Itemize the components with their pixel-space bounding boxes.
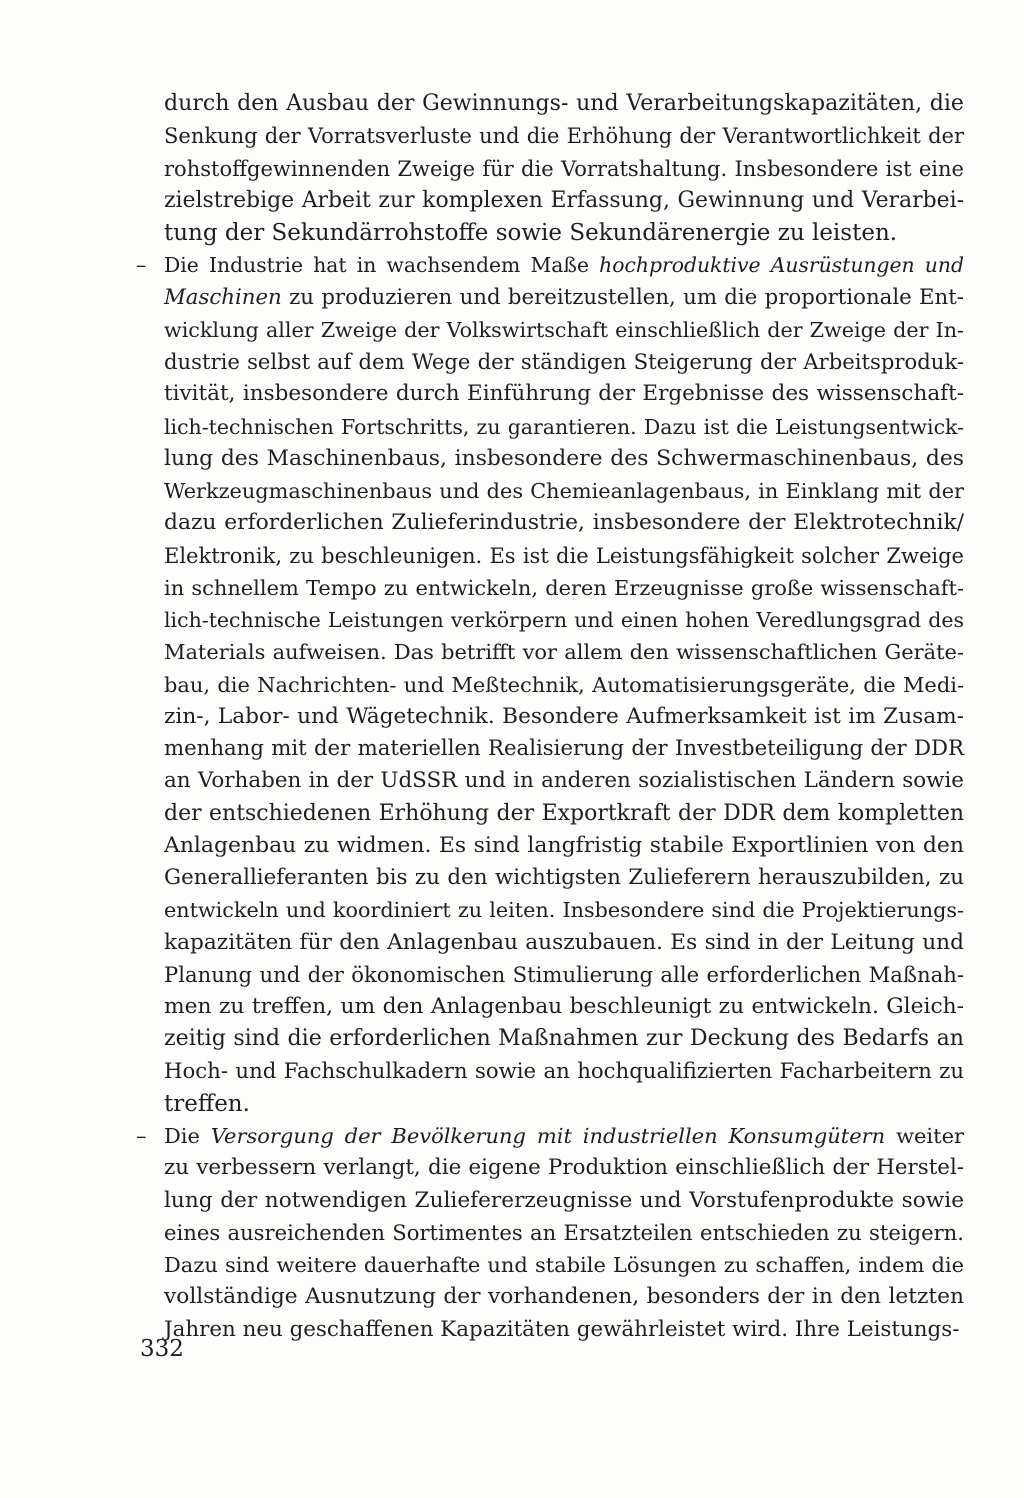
text-line [164, 798, 964, 830]
text-segment: Anlagenbau zu widmen. Es sind langfristig stabile Exportlinien von den [164, 832, 964, 858]
list-dash: – [136, 253, 147, 278]
text-segment: Senkung der Vorratsverluste und die Erhöhung der Verantwortlichkeit der [164, 123, 964, 149]
text-segment: treffen. [164, 1090, 250, 1117]
text-segment: Werkzeugmaschinenbaus und des Chemieanlagenbaus, in Einklang mit der [164, 479, 964, 503]
text-line [136, 1120, 964, 1152]
text-segment: bau, die Nachrichten- und Meßtechnik, Automatisierungsgeräte, die Medi- [164, 672, 964, 697]
text-segment: kapazitäten für den Anlagenbau auszubauen. Es sind in der Leitung und [164, 929, 964, 955]
text-segment: zeitig sind die erforderlichen Maßnahmen zur Deckung des Bedarfs an [164, 1026, 964, 1052]
text-line [164, 1217, 964, 1249]
text-segment: wicklung aller Zweige der Volkswirtschaft einschließlich der Zweige der In- [164, 317, 964, 342]
text-line [164, 669, 964, 701]
text-line [164, 765, 964, 797]
text-line [164, 507, 964, 539]
body-text [136, 88, 964, 1346]
text-line [164, 862, 964, 894]
text-segment: Elektronik, zu beschleunigen. Es ist die Leistungsfähigkeit solcher Zweige [164, 542, 964, 568]
italic-text: Maschinen [164, 284, 282, 310]
text-segment: der entschiedenen Erhöhung der Exportkraft der DDR dem kompletten [164, 800, 964, 826]
text-segment: lich-technischen Fortschritts, zu garantieren. Dazu ist die Leistungsentwick- [164, 414, 964, 439]
text-segment: rohstoffgewinnenden Zweige für die Vorratshaltung. Insbesondere ist eine [164, 155, 964, 181]
text-line [164, 604, 964, 636]
text-line [164, 927, 964, 959]
text-segment: tivität, insbesondere durch Einführung der Ergebnisse des wissenschaft- [164, 381, 964, 407]
text-segment: weiter [885, 1124, 964, 1148]
text-segment: zin-, Labor- und Wägetechnik. Besondere Aufmerksamkeit ist im Zusam- [164, 703, 964, 729]
text-segment: lich-technische Leistungen verkörpern und einen hohen Veredlungsgrad des [164, 608, 964, 632]
text-line [164, 1152, 964, 1184]
text-segment: vollständige Ausnutzung der vorhandenen, besonders der in den letzten [164, 1284, 964, 1310]
text-line [164, 572, 964, 604]
text-segment: dustrie selbst auf dem Wege der ständigen Steigerung der Arbeitsproduk- [164, 349, 964, 374]
text-segment: zu produzieren und bereitzustellen, um die proportionale Ent- [281, 284, 964, 310]
text-line [164, 282, 964, 314]
text-line [164, 120, 964, 152]
text-line [164, 411, 964, 443]
text-line [164, 1281, 964, 1313]
text-segment: men zu treffen, um den Anlagenbau beschleunigt zu entwickeln. Gleich- [164, 994, 964, 1019]
text-segment: Materials aufweisen. Das betrifft vor allem den wissenschaftlichen Geräte- [164, 640, 964, 665]
text-segment: an Vorhaben in der UdSSR und in anderen sozialistischen Ländern sowie [164, 768, 964, 794]
text-segment: lung der notwendigen Zuliefererzeugnisse und Vorstufenprodukte sowie [164, 1187, 964, 1213]
text-segment: zu verbessern verlangt, die eigene Produktion einschließlich der Herstel- [164, 1155, 964, 1181]
text-line [164, 1088, 964, 1120]
text-line [164, 443, 964, 475]
text-line [164, 1185, 964, 1217]
text-line [136, 249, 964, 281]
text-segment: Die Industrie hat in wachsendem Maße [164, 253, 600, 278]
text-line [164, 153, 964, 185]
text-segment: in schnellem Tempo zu entwickeln, deren Erzeugnisse große wissenschaft- [164, 575, 964, 600]
italic-text: Versorgung der Bevölkerung mit industriellen Konsumgütern [210, 1124, 886, 1148]
text-line [164, 733, 964, 765]
text-segment: dazu erforderlichen Zulieferindustrie, insbesondere der Elektrotechnik/ [164, 510, 964, 536]
text-line [164, 475, 964, 507]
text-segment: Die [164, 1124, 211, 1148]
text-line [164, 88, 964, 120]
text-line [164, 346, 964, 378]
text-line [164, 1314, 964, 1346]
text-line [164, 1023, 964, 1055]
text-line [164, 217, 964, 249]
text-line [164, 378, 964, 410]
text-segment: Planung und der ökonomischen Stimulierung alle erforderlichen Maßnah- [164, 961, 964, 987]
text-line [164, 991, 964, 1023]
text-segment: menhang mit der materiellen Realisierung der Investbeteiligung der DDR [164, 736, 964, 761]
text-segment: Hoch- und Fachschulkadern sowie an hochqualifizierten Facharbeitern zu [164, 1058, 964, 1084]
text-line [164, 1056, 964, 1088]
text-segment: zielstrebige Arbeit zur komplexen Erfassung, Gewinnung und Verarbei- [164, 187, 964, 213]
text-line [164, 540, 964, 572]
text-segment: tung der Sekundärrohstoffe sowie Sekundärenergie zu leisten. [164, 220, 898, 246]
text-segment: entwickeln und koordiniert zu leiten. Insbesondere sind die Projektierungs- [164, 898, 964, 923]
text-segment: lung des Maschinenbaus, insbesondere des Schwermaschinenbaus, des [164, 445, 964, 471]
text-line [164, 185, 964, 217]
text-line [164, 959, 964, 991]
text-line [164, 894, 964, 926]
text-segment: durch den Ausbau der Gewinnungs- und Verarbeitungskapazitäten, die [164, 91, 964, 116]
list-dash: – [136, 1124, 147, 1148]
text-line [164, 314, 964, 346]
page-number: 332 [140, 1336, 184, 1362]
text-line [164, 701, 964, 733]
text-segment: eines ausreichenden Sortimentes an Ersatzteilen entschieden zu steigern. [164, 1219, 964, 1245]
text-segment: Jahren neu geschaffenen Kapazitäten gewährleistet wird. Ihre Leistungs- [164, 1316, 960, 1342]
text-line [164, 1249, 964, 1281]
text-line [164, 830, 964, 862]
text-segment: Generallieferanten bis zu den wichtigsten Zulieferern herauszubilden, zu [164, 865, 964, 890]
italic-text: hochproduktive Ausrüstungen und [599, 253, 964, 278]
text-segment: Dazu sind weitere dauerhafte und stabile Lösungen zu schaffen, indem die [164, 1253, 964, 1277]
text-line [164, 636, 964, 668]
